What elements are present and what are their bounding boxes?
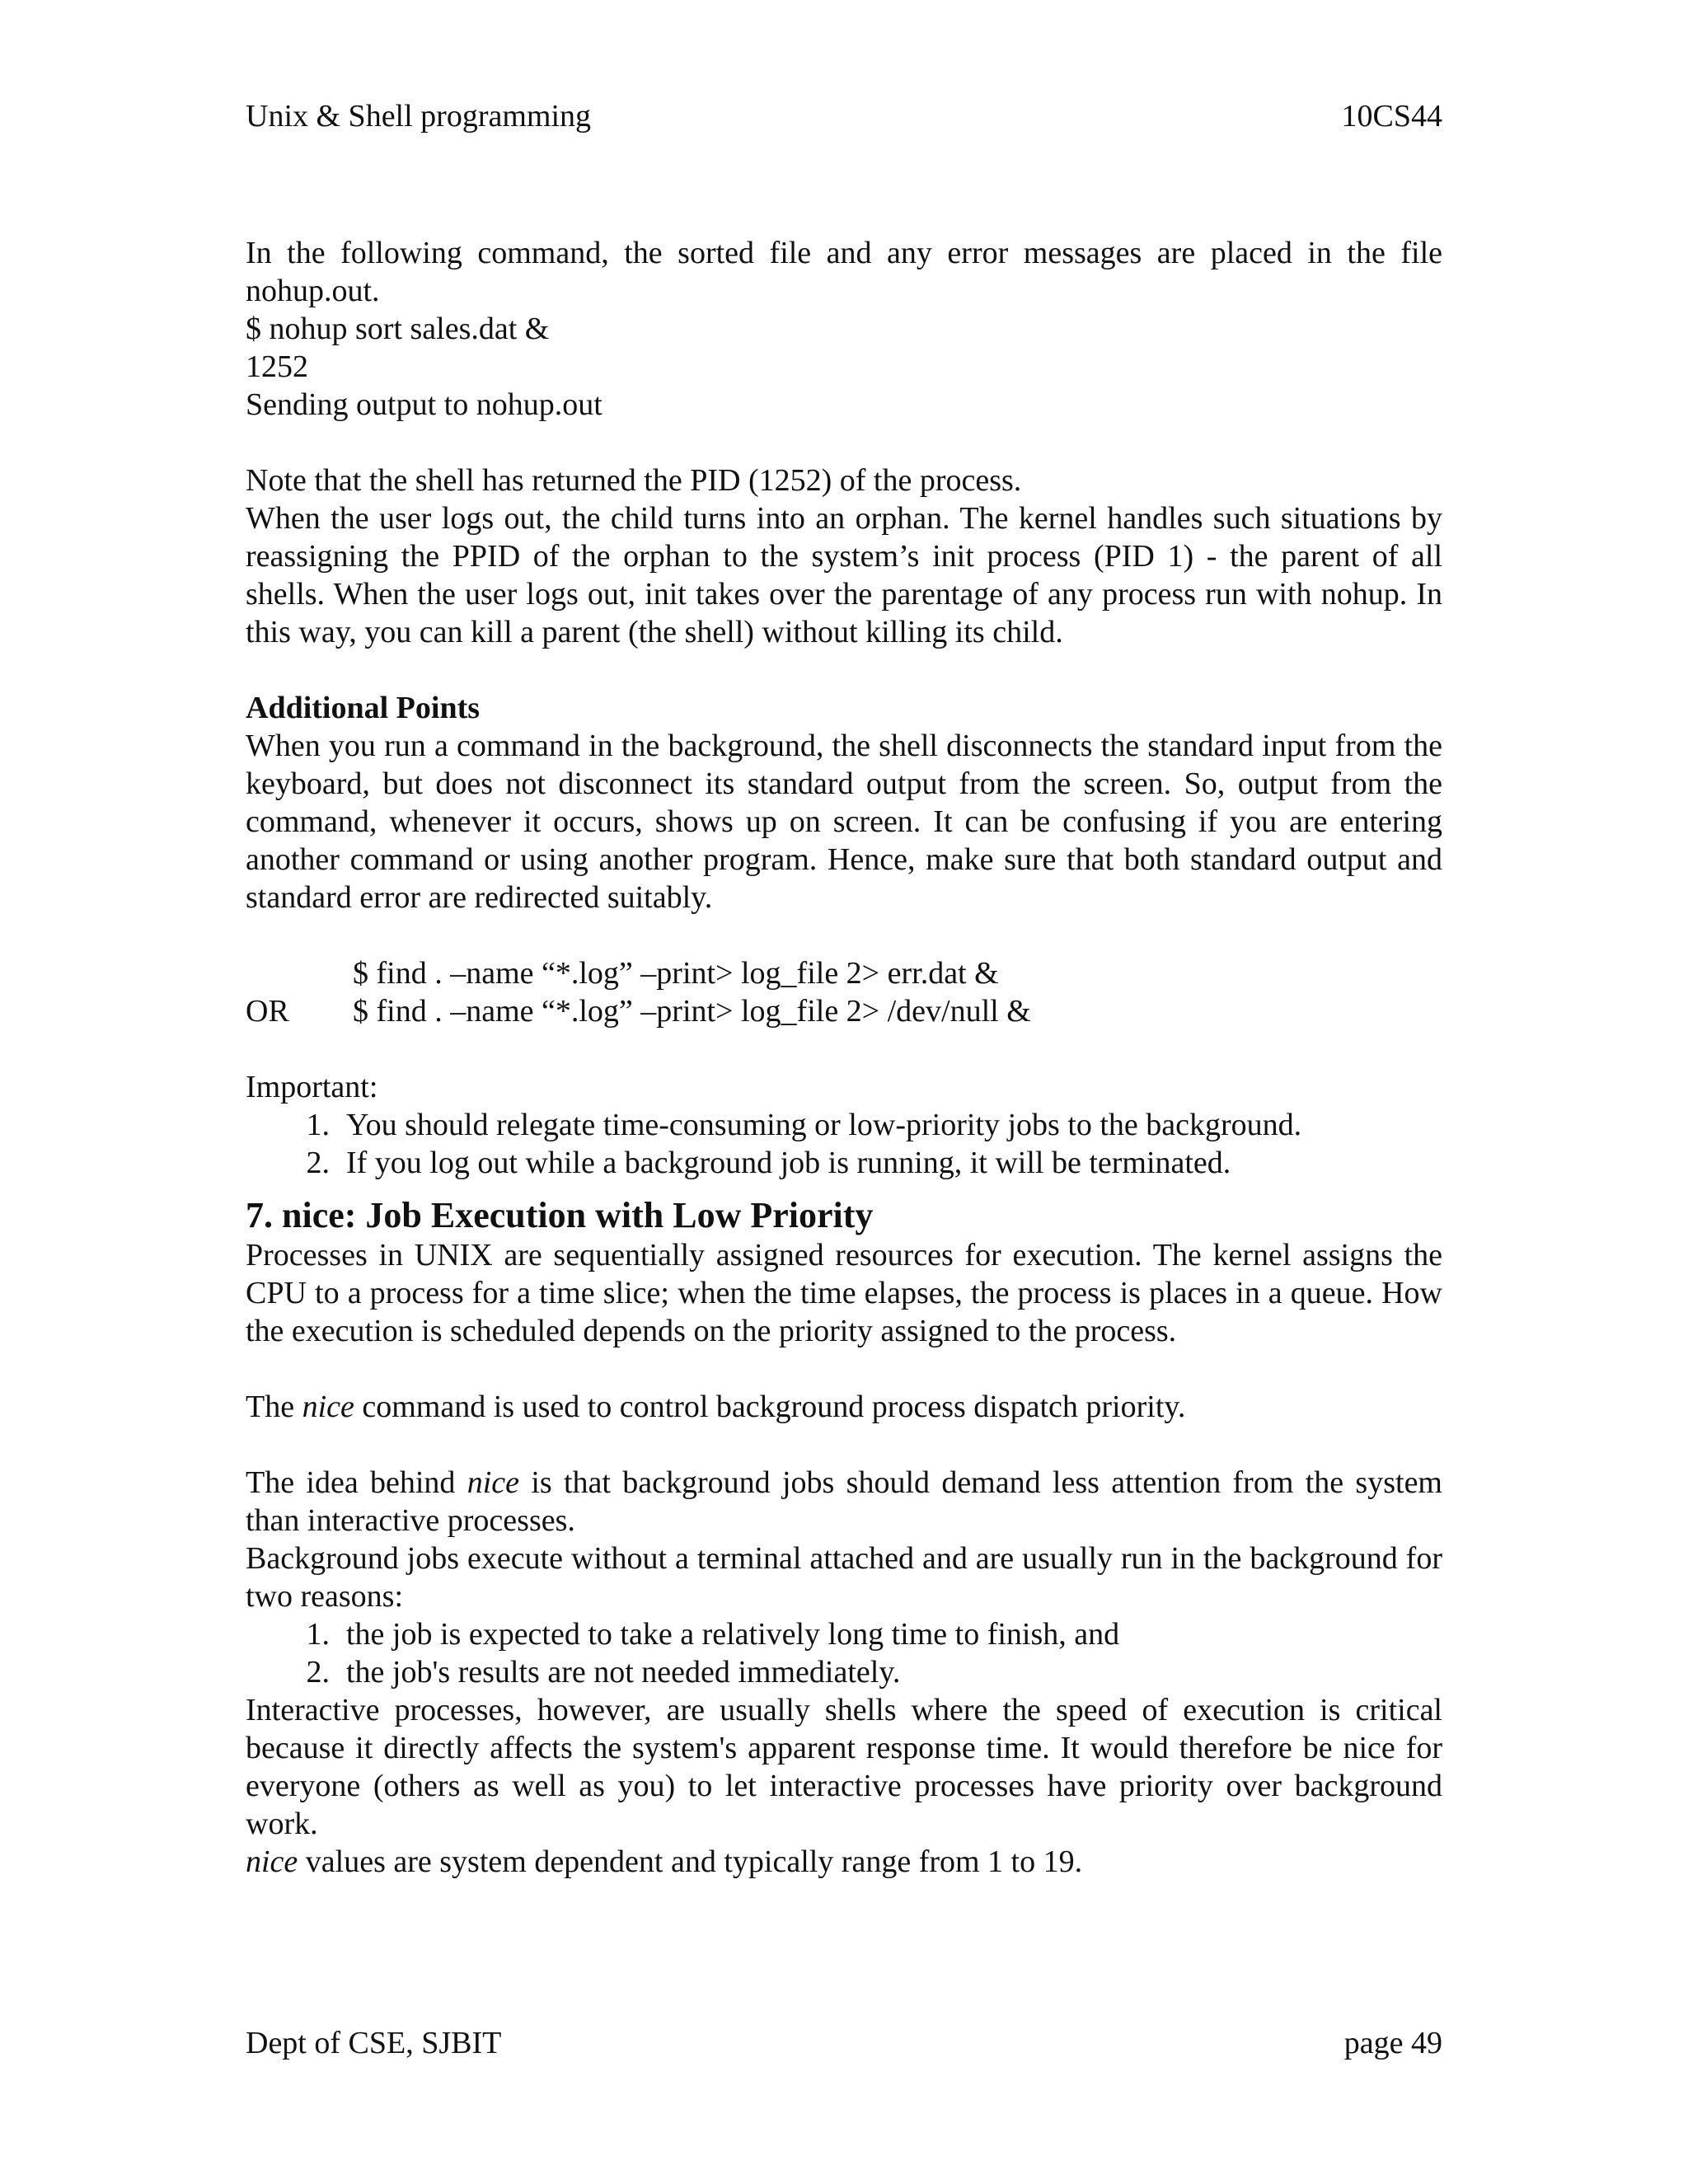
footer-department: Dept of CSE, SJBIT bbox=[246, 2026, 502, 2060]
spacer bbox=[246, 1426, 1442, 1464]
additional-points-heading: Additional Points bbox=[246, 691, 481, 725]
section-7-paragraph-5: Interactive processes, however, are usually shells where the speed of execution is critical because it directly affects the system's apparent response time. It would therefore be nice for everyone (others as well as you) to let interactive processes have priority over background work. bbox=[246, 1693, 1442, 1841]
nohup-output: Sending output to nohup.out bbox=[246, 387, 603, 422]
section-7-paragraph-3: The idea behind nice is that background jobs should demand less attention from the system than interactive processes. bbox=[246, 1465, 1442, 1538]
page-body bbox=[246, 234, 1442, 1881]
spacer bbox=[246, 1350, 1442, 1388]
find-command-1: $ find . –name “*.log” –print> log_file 2> err.dat & bbox=[353, 956, 999, 991]
spacer bbox=[246, 651, 1442, 689]
important-label: Important: bbox=[246, 1070, 378, 1104]
find-command-2: $ find . –name “*.log” –print> log_file 2> /dev/null & bbox=[353, 994, 1031, 1029]
list-item: 2. the job's results are not needed immediately. bbox=[306, 1655, 901, 1690]
nohup-command: $ nohup sort sales.dat & bbox=[246, 312, 550, 346]
footer-page-number: page 49 bbox=[1343, 2026, 1442, 2060]
section-7-heading: 7. nice: Job Execution with Low Priority bbox=[246, 1195, 874, 1235]
note-line: Note that the shell has returned the PID (1252) of the process. bbox=[246, 463, 1022, 498]
section-7-paragraph-1: Processes in UNIX are sequentially assigned resources for execution. The kernel assigns the CPU to a process for a time slice; when the time elapses, the process is places in a queue. How the execution is scheduled depends on the priority assigned to the process. bbox=[246, 1238, 1442, 1348]
find-command-row-2 bbox=[246, 992, 1442, 1030]
find-command-row-1 bbox=[246, 954, 1442, 992]
important-list bbox=[246, 1106, 1442, 1182]
section-7-paragraph-6: nice values are system dependent and typically range from 1 to 19. bbox=[246, 1844, 1083, 1879]
page-header bbox=[246, 97, 1442, 135]
header-title: Unix & Shell programming bbox=[246, 99, 592, 134]
or-label: OR bbox=[246, 994, 289, 1029]
page-footer bbox=[246, 2024, 1442, 2062]
nohup-pid: 1252 bbox=[246, 349, 308, 384]
intro-paragraph: In the following command, the sorted file and any error messages are placed in the file nohup.out. bbox=[246, 236, 1442, 308]
spacer bbox=[246, 916, 1442, 954]
additional-points-paragraph: When you run a command in the background, the shell disconnects the standard input from the keyboard, but does not disconnect its standard output from the screen. So, output from the command, whenever it occurs, shows up on screen. It can be confusing if you are entering another command or using another program. Hence, make sure that both standard output and standard error are redirected suitably. bbox=[246, 729, 1442, 915]
section-7-paragraph-2: The nice command is used to control background process dispatch priority. bbox=[246, 1390, 1186, 1424]
header-course-code: 10CS44 bbox=[1341, 99, 1442, 134]
spacer bbox=[246, 1030, 1442, 1068]
section-7-paragraph-4: Background jobs execute without a terminal attached and are usually run in the background for two reasons: bbox=[246, 1541, 1442, 1614]
reasons-list bbox=[246, 1615, 1442, 1691]
list-item: 2. If you log out while a background job is running, it will be terminated. bbox=[306, 1146, 1231, 1180]
spacer bbox=[246, 424, 1442, 462]
orphan-paragraph: When the user logs out, the child turns into an orphan. The kernel handles such situations by reassigning the PPID of the orphan to the system’s init process (PID 1) - the parent of all shells. When the user logs out, init takes over the parentage of any process run with nohup. In this way, you can kill a parent (the shell) without killing its child. bbox=[246, 501, 1442, 649]
list-item: 1. You should relegate time-consuming or low-priority jobs to the background. bbox=[306, 1108, 1302, 1142]
list-item: 1. the job is expected to take a relatively long time to finish, and bbox=[306, 1617, 1120, 1652]
